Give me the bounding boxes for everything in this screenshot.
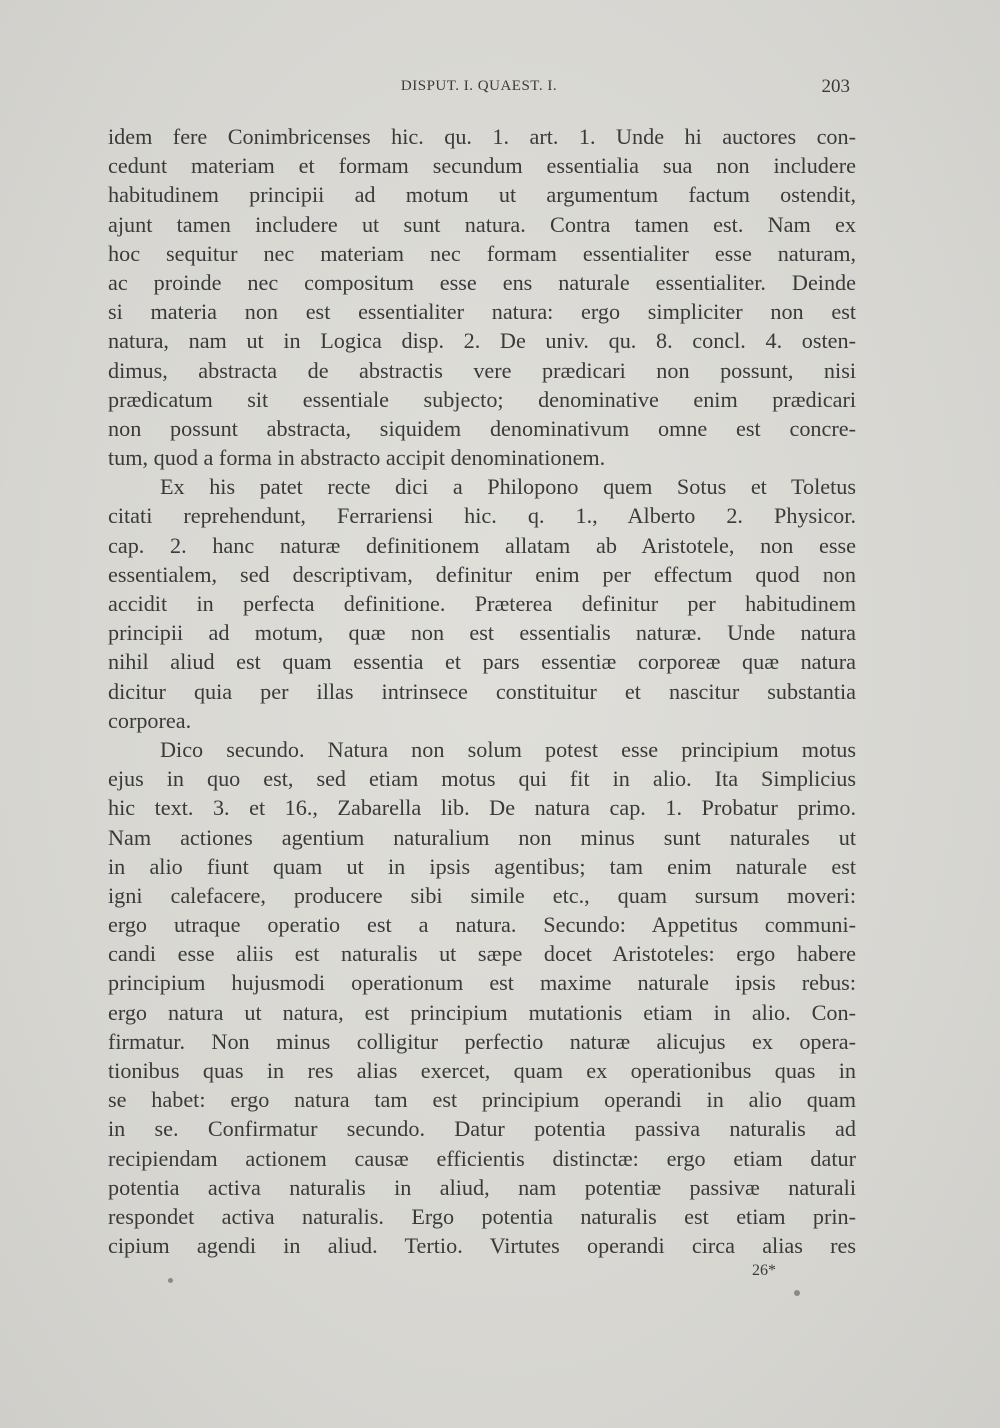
text-line: cedunt materiam et formam secundum essentialia sua non includere bbox=[108, 153, 856, 179]
text-line: si materia non est essentialiter natura: ergo simpliciter non est bbox=[108, 299, 856, 325]
text-line: principii ad motum, quæ non est essentialis naturæ. Unde natura bbox=[108, 620, 856, 646]
text-line: potentia activa naturalis in aliud, nam potentiæ passivæ naturali bbox=[108, 1174, 856, 1200]
text-line: corporea. bbox=[108, 707, 192, 733]
ink-speck bbox=[168, 1278, 173, 1283]
text-line: Nam actiones agentium naturalium non minus sunt naturales ut bbox=[108, 824, 856, 850]
text-line: non possunt abstracta, siquidem denominativum omne est concre- bbox=[108, 415, 856, 441]
text-line: hic text. 3. et 16., Zabarella lib. De natura cap. 1. Probatur primo. bbox=[108, 795, 856, 821]
running-title: DISPUT. I. QUAEST. I. bbox=[400, 78, 558, 94]
text-line: candi esse aliis est naturalis ut sæpe docet Aristoteles: ergo habere bbox=[108, 941, 856, 967]
text-line: ajunt tamen includere ut sunt natura. Contra tamen est. Nam ex bbox=[108, 211, 856, 237]
text-line: essentialem, sed descriptivam, definitur enim per effectum quod non bbox=[108, 561, 856, 587]
paragraph-start-line: Dico secundo. Natura non solum potest esse principium motus bbox=[160, 736, 856, 762]
text-line: ergo utraque operatio est a natura. Secundo: Appetitus communi- bbox=[108, 912, 856, 938]
page-number: 203 bbox=[821, 76, 850, 97]
text-line: cipium agendi in aliud. Tertio. Virtutes operandi circa alias res bbox=[108, 1233, 856, 1259]
text-line: in alio fiunt quam ut in ipsis agentibus; tam enim naturale est bbox=[108, 853, 856, 879]
text-line: firmatur. Non minus colligitur perfectio naturæ alicujus ex opera- bbox=[108, 1028, 856, 1054]
text-line: recipiendam actionem causæ efficientis distinctæ: ergo etiam datur bbox=[108, 1145, 856, 1171]
text-line: tionibus quas in res alias exercet, quam ex operationibus quas in bbox=[108, 1058, 856, 1083]
running-head bbox=[108, 76, 850, 100]
text-line: habitudinem principii ad motum ut argumentum factum ostendit, bbox=[108, 182, 856, 208]
text-line: dicitur quia per illas intrinsece constituitur et nascitur substantia bbox=[108, 678, 856, 704]
text-line: ac proinde nec compositum esse ens naturale essentialiter. Deinde bbox=[108, 269, 856, 295]
ink-speck bbox=[794, 1290, 800, 1296]
text-line: nihil aliud est quam essentia et pars essentiæ corporeæ quæ natura bbox=[108, 649, 856, 675]
text-line: igni calefacere, producere sibi simile etc., quam sursum moveri: bbox=[108, 882, 856, 908]
text-line: natura, nam ut in Logica disp. 2. De univ. qu. 8. concl. 4. osten- bbox=[108, 328, 856, 354]
text-line: ejus in quo est, sed etiam motus qui fit in alio. Ita Simplicius bbox=[108, 766, 856, 792]
text-line: se habet: ergo natura tam est principium operandi in alio quam bbox=[108, 1087, 856, 1113]
text-line: accidit in perfecta definitione. Præterea definitur per habitudinem bbox=[108, 591, 856, 616]
text-line: in se. Confirmatur secundo. Datur potentia passiva naturalis ad bbox=[108, 1116, 856, 1142]
text-line: cap. 2. hanc naturæ definitionem allatam ab Aristotele, non esse bbox=[108, 532, 856, 558]
text-line: ergo natura ut natura, est principium mutationis etiam in alio. Con- bbox=[108, 999, 856, 1025]
body-text bbox=[108, 122, 856, 1260]
text-line: hoc sequitur nec materiam nec formam essentialiter esse naturam, bbox=[108, 240, 856, 266]
text-line: idem fere Conimbricenses hic. qu. 1. art. 1. Unde hi auctores con- bbox=[108, 124, 856, 149]
text-line: prædicatum sit essentiale subjecto; denominative enim prædicari bbox=[108, 386, 856, 412]
paragraph-start-line: Ex his patet recte dici a Philopono quem Sotus et Toletus bbox=[160, 474, 856, 500]
text-line: respondet activa naturalis. Ergo potentia naturalis est etiam prin- bbox=[108, 1203, 856, 1229]
text-line: dimus, abstracta de abstractis vere prædicari non possunt, nisi bbox=[108, 357, 856, 383]
text-line: tum, quod a forma in abstracto accipit denominationem. bbox=[108, 445, 606, 471]
signature-mark: 26* bbox=[752, 1262, 776, 1279]
text-line: principium hujusmodi operationum est maxime naturale ipsis rebus: bbox=[108, 970, 856, 996]
text-line: citati reprehendunt, Ferrariensi hic. q. 1., Alberto 2. Physicor. bbox=[108, 503, 856, 529]
